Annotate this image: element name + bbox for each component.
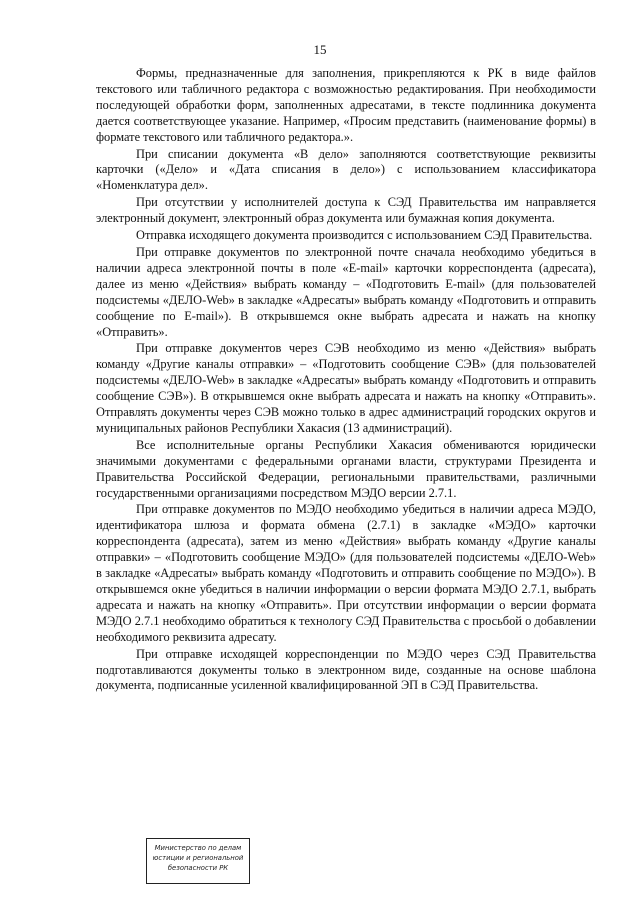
paragraph-medo-electronic-only: При отправке исходящей корреспонденции по МЭДО через СЭД Правительства подготавливаются документы только в электронном виде, созданные на основе шаблона документа, подписанные усиленной квалифицированной ЭП в СЭД Правительства. — [96, 646, 596, 693]
paragraph-forms-attachment: Формы, предназначенные для заполнения, прикрепляются к РК в виде файлов текстового или табличного редактора с возможностью редактирования. При необходимости последующей обработки форм, заполненных адресатами, в тексте подлинника документа дается соответствующее указание. Например, «Просим представить (наименование формы) в формате текстового или табличного редактора.». — [96, 66, 596, 144]
page-number: 15 — [313, 42, 327, 57]
paragraph-sev-dispatch: При отправке документов через СЭВ необходимо из меню «Действия» выбрать команду «Другие каналы отправки» – «Подготовить сообщение СЭВ» (для пользователей подсистемы «ДЕЛО-Web» в закладке «Адресаты» выбрать команду «Подготовить и отправить сообщение СЭВ»). В открывшемся окне выбрать адресата и нажать на кнопку «Отправить». Отправлять документы через СЭВ можно только в адрес администраций городских округов и муниципальных районов Республики Хакасия (13 администраций). — [96, 341, 596, 435]
stamp-line: Министерство по делам — [154, 844, 242, 852]
paragraph-medo-exchange: Все исполнительные органы Республики Хакасия обмениваются юридически значимыми документами с федеральными органами власти, структурами Президента и Правительства Российской Федерации, региональными правительствами, различными государственными организациями посредством МЭДО версии 2.7.1. — [96, 437, 596, 500]
paragraph-medo-dispatch: При отправке документов по МЭДО необходимо убедиться в наличии адреса МЭДО, идентификатора шлюза и формата обмена (2.7.1) в закладке «МЭДО» карточки корреспондента (адресата), затем из меню «Действия» выбрать команду «Другие каналы отправки» – «Подготовить сообщение МЭДО» (для пользователей подсистемы «ДЕЛО-Web» в закладке «Адресаты» выбрать команду «Подготовить и отправить сообщение по МЭДО»). В открывшемся окне убедиться в наличии информации о версии формата МЭДО 2.7.1, выбрать адресата и нажать на кнопку «Отправить». При отсутствии информации о версии формата МЭДО 2.7.1 необходимо обратиться к технологу СЭД Правительства с просьбой о добавлении необходимого реквизита адресату. — [96, 502, 596, 644]
document-body — [96, 66, 596, 694]
paragraph-email-dispatch: При отправке документов по электронной почте сначала необходимо убедиться в наличии адреса электронной почты в поле «E-mail» карточки корреспондента (адресата), далее из меню «Действия» выбрать команду – «Подготовить E-mail» (для пользователей подсистемы «ДЕЛО-Web» в закладке «Адресаты» выбрать команду «Подготовить и отправить сообщение по E-mail»). В открывшемся окне выбрать адресата и нажать на кнопку «Отправить». — [96, 244, 596, 339]
paragraph-outgoing-dispatch: Отправка исходящего документа производится с использованием СЭД Правительства. — [136, 228, 593, 243]
ministry-stamp — [146, 838, 250, 884]
stamp-line: юстиции и региональной — [152, 854, 244, 862]
paragraph-no-access: При отсутствии у исполнителей доступа к СЭД Правительства им направляется электронный документ, электронный образ документа или бумажная копия документа. — [96, 195, 596, 226]
paragraph-write-off-to-case: При списании документа «В дело» заполняются соответствующие реквизиты карточки («Дело» и «Дата списания в дело») с использованием классификатора «Номенклатура дел». — [96, 146, 596, 193]
stamp-line: безопасности РК — [167, 864, 229, 872]
